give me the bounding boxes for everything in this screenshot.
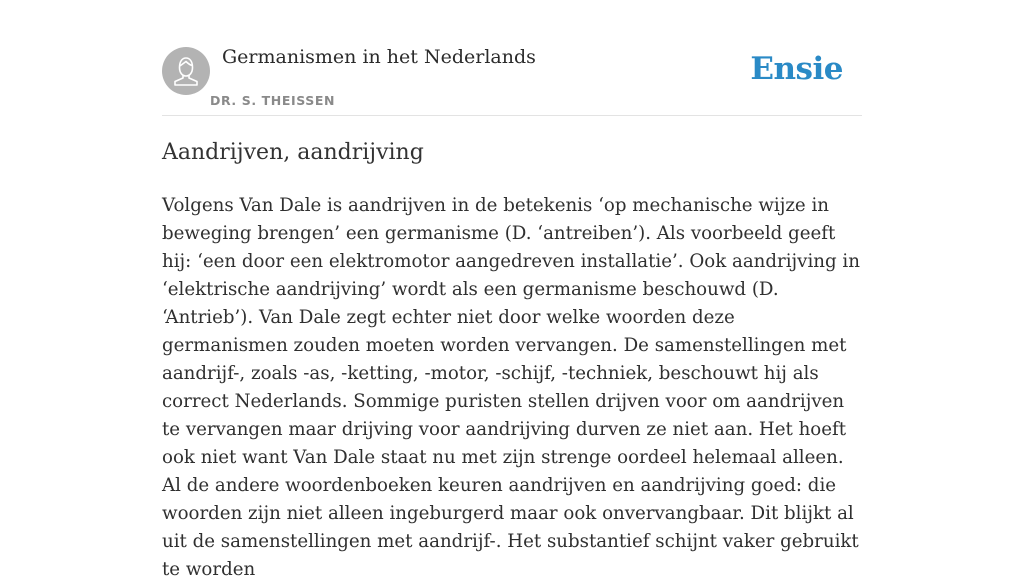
entry-body: Volgens Van Dale is aandrijven in de betekenis ‘op mechanische wijze in beweging brengen’ een germanisme (D. ‘antreiben’). Als voorbeeld geeft hij: ‘een door een elektromotor aangedreven installatie’. Ook aandrijving in ‘elektrische aandrijving’ wordt als een germanisme beschouwd (D. ‘Antrieb’). Van Dale zegt echter niet door welke woorden deze germanismen zouden moeten worden vervangen. De samenstellingen met aandrijf-, zoals -as, -ketting, -motor, -schijf, -techniek, beschouwt hij als correct Nederlands. Sommige puristen stellen drijven voor om aandrijven te vervangen maar drijving voor aandrijving durven ze niet aan. Het hoeft ook niet want Van Dale staat nu met zijn strenge oordeel helemaal alleen. Al de andere woordenboeken keuren aandrijven en aandrijving goed: die woorden zijn niet alleen ingeburgerd maar ook onvervangbaar. Dit blijkt al uit de samenstellingen met aandrijf-. Het substantief schijnt vaker gebruikt te worden xyxy=(162,195,860,580)
author-name[interactable]: DR. S. THEISSEN xyxy=(210,93,336,108)
brand-logo[interactable]: Ensie xyxy=(750,51,843,87)
book-title[interactable]: Germanismen in het Nederlands xyxy=(222,46,536,68)
page-header xyxy=(162,0,862,116)
user-silhouette-icon xyxy=(162,47,210,95)
author-avatar[interactable] xyxy=(162,47,210,95)
entry-title: Aandrijven, aandrijving xyxy=(162,140,424,165)
